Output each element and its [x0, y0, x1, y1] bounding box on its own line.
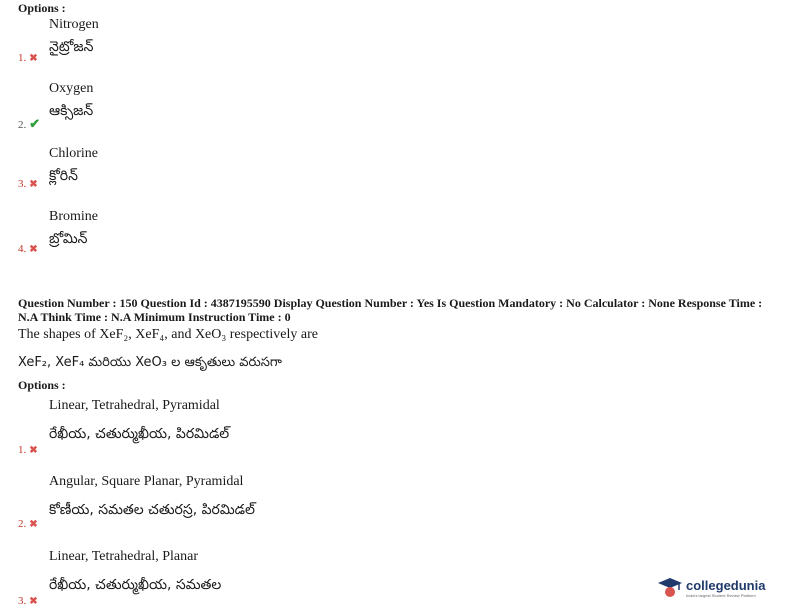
question-meta-line-1: Question Number : 150 Question Id : 4387195590 Display Question Number : Yes Is Question Mandatory : No Calculator : None Response Time : [18, 296, 763, 310]
q-option-1-number: 1. ✖ [18, 444, 38, 456]
correct-check-icon: ✔ [29, 116, 41, 131]
question-meta-line-2: N.A Think Time : N.A Minimum Instruction Time : 0 [18, 310, 291, 324]
option-4-telugu: బ్రోమిన్ [49, 231, 88, 247]
option-3-telugu: క్లోరిన్ [49, 168, 78, 184]
wrong-icon: ✖ [29, 53, 38, 64]
options-label: Options : [18, 1, 66, 15]
question-meta [18, 296, 778, 324]
wrong-icon: ✖ [29, 179, 38, 190]
option-2-english: Oxygen [49, 81, 94, 96]
option-1-english: Nitrogen [49, 17, 99, 32]
q-option-3-telugu: రేఖీయ, చతుర్ముఖీయ, సమతల [49, 577, 222, 593]
collegedunia-logo [657, 577, 765, 599]
wrong-icon: ✖ [29, 519, 38, 530]
q-option-2-english: Angular, Square Planar, Pyramidal [49, 474, 244, 489]
graduate-icon [657, 577, 683, 599]
q-option-3-number: 3. ✖ [18, 595, 38, 607]
option-2-number: 2. ✔ [18, 116, 41, 131]
wrong-icon: ✖ [29, 445, 38, 456]
option-1-telugu: నైట్రోజన్ [49, 39, 94, 55]
option-4-english: Bromine [49, 209, 98, 224]
logo-name: collegedunia [686, 578, 766, 593]
question-text-english: The shapes of XeF₂, XeF₄, and XeO₃ respectively are [18, 327, 318, 342]
logo-tagline: India's largest Student Review Platform [686, 593, 756, 598]
option-3-english: Chlorine [49, 146, 98, 161]
options-label: Options : [18, 378, 66, 392]
option-1-number: 1. ✖ [18, 52, 38, 64]
option-3-number: 3. ✖ [18, 178, 38, 190]
q-option-1-english: Linear, Tetrahedral, Pyramidal [49, 398, 220, 413]
question-text-telugu: XeF₂, XeF₄ మరియు XeO₃ ల ఆకృతులు వరుసగా [18, 355, 282, 370]
q-option-2-telugu: కోణీయ, సమతల చతురస్ర, పిరమిడల్ [49, 502, 255, 518]
q-option-2-number: 2. ✖ [18, 518, 38, 530]
wrong-icon: ✖ [29, 596, 38, 607]
q-option-3-english: Linear, Tetrahedral, Planar [49, 549, 199, 564]
option-4-number: 4. ✖ [18, 243, 38, 255]
q-option-1-telugu: రేఖీయ, చతుర్ముఖీయ, పిరమిడల్ [49, 426, 230, 442]
option-2-telugu: ఆక్సిజన్ [49, 103, 94, 119]
wrong-icon: ✖ [29, 244, 38, 255]
